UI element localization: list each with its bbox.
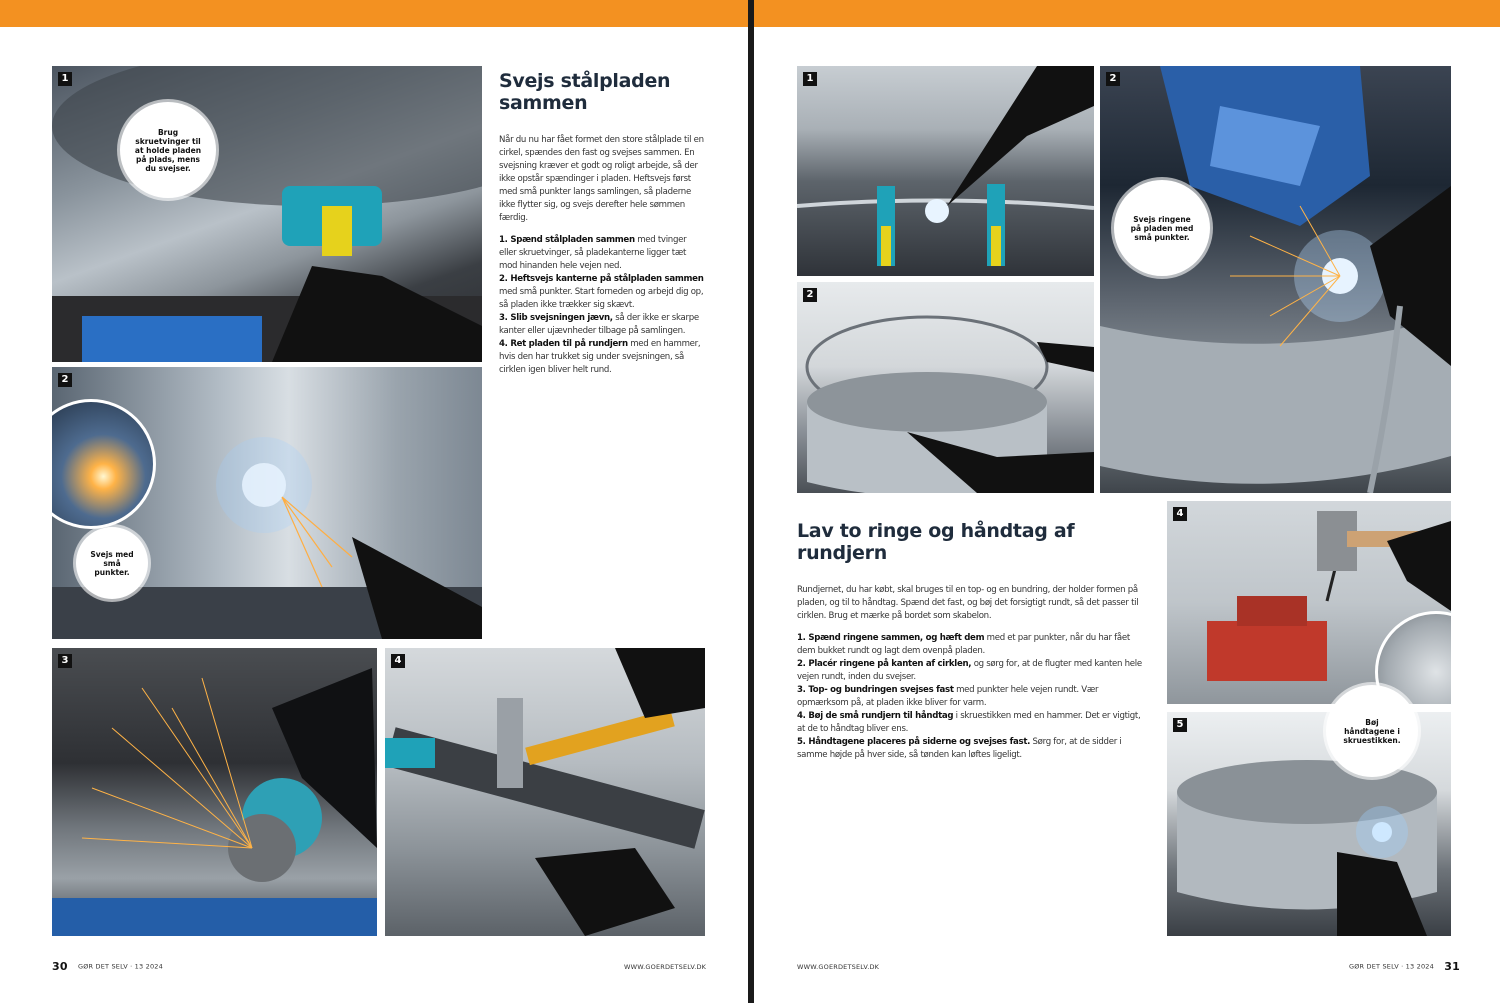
- step-item: 2. Heftsvejs kanterne på stålpladen sammen med små punkter. Start forneden og arbejd dig op, så pladen ikke trækker sig skævt.: [499, 274, 704, 310]
- section-heading: Svejs stålpladen sammen: [499, 70, 671, 114]
- photo-illustration: [1100, 66, 1451, 493]
- page-number: 30: [52, 960, 68, 973]
- step-item: 4. Ret pladen til på rundjern med en hammer, hvis den har trukket sig under svejsningen, så cirklen igen bliver helt rund.: [499, 339, 701, 375]
- photo-illustration: [797, 66, 1094, 276]
- photo-tack-ring: [797, 66, 1094, 276]
- photo-illustration: [385, 648, 705, 936]
- section-heading: Lav to ringe og håndtag af rundjern: [797, 520, 1075, 564]
- photo-number: 4: [1173, 507, 1187, 521]
- photo-tack-weld: [52, 367, 482, 639]
- step-item: 3. Slib svejsningen jævn, så der ikke er skarpe kanter eller ujævnheder tilbage på samlingen.: [499, 313, 699, 336]
- header-bar: [754, 0, 1500, 27]
- photo-welding-ring: [1100, 66, 1451, 493]
- website-link[interactable]: WWW.GOERDETSELV.DK: [624, 963, 707, 971]
- photo-number: 3: [58, 654, 72, 668]
- photo-number: 2: [1106, 72, 1120, 86]
- photo-vise-handle: [1167, 501, 1451, 704]
- page-footer-right: [624, 963, 706, 971]
- photo-ring-placement: [797, 282, 1094, 493]
- photo-illustration: [52, 648, 377, 936]
- page-footer-right: [1349, 960, 1460, 973]
- article-body: [797, 584, 1142, 762]
- photo-grinding: [52, 648, 377, 936]
- step-item: 3. Top- og bundringen svejses fast med punkter hele vejen rundt. Vær opmærksom på, at pladen ikke bliver for varm.: [797, 685, 1099, 708]
- right-page: [754, 0, 1500, 1003]
- photo-illustration: [797, 282, 1094, 493]
- step-item: 1. Spænd ringene sammen, og hæft dem med et par punkter, når du har fået dem bukket rundt og lagt dem ovenpå pladen.: [797, 633, 1130, 656]
- article-body: [499, 134, 705, 377]
- page-number: 31: [1444, 960, 1460, 973]
- intro-paragraph: Når du nu har fået formet den store stålplade til en cirkel, spændes den fast og svejses sammen. En svejsning kræver et godt og roligt arbejde, så der ikke opstår spændinger i pladen. Heftsvejs først med små punkter langs samlingen, så pladerne ikke flytter sig, og svejs derefter hele sømmen færdig.: [499, 135, 704, 223]
- photo-number: 4: [391, 654, 405, 668]
- step-item: 5. Håndtagene placeres på siderne og svejses fast. Sørg for, at de sidder i samme højde på hver side, så tønden kan løftes ligeligt.: [797, 737, 1122, 760]
- intro-paragraph: Rundjernet, du har købt, skal bruges til en top- og en bundring, der holder formen på pladen, og til to håndtag. Spænd det fast, og bøj det forsigtigt rundt, så det passer til cirklen. Brug et mærke på bordet som skabelon.: [797, 585, 1139, 621]
- magazine-issue: GØR DET SELV · 13 2024: [1349, 962, 1434, 971]
- tip-bubble: Brug skruetvinger til at holde pladen på plads, mens du svejser.: [120, 102, 216, 198]
- photo-number: 5: [1173, 718, 1187, 732]
- photo-clamp-plate: [52, 66, 482, 362]
- tip-bubble: Bøj håndtagene i skruestikken.: [1326, 685, 1418, 777]
- header-bar: [0, 0, 748, 27]
- photo-number: 2: [58, 373, 72, 387]
- page-footer-left: [52, 960, 163, 973]
- photo-number: 1: [803, 72, 817, 86]
- tip-bubble: Svejs ringene på pladen med små punkter.: [1114, 180, 1210, 276]
- left-page: [0, 0, 748, 1003]
- photo-number: 2: [803, 288, 817, 302]
- magazine-issue: GØR DET SELV · 13 2024: [78, 962, 163, 971]
- step-item: 1. Spænd stålpladen sammen med tvinger eller skruetvinger, så pladekanterne ligger tæt mod hinanden hele vejen ned.: [499, 235, 687, 271]
- step-item: 4. Bøj de små rundjern til håndtag i skruestikken med en hammer. Det er vigtigt, at de to håndtag bliver ens.: [797, 711, 1141, 734]
- photo-illustration: [52, 66, 482, 362]
- tip-bubble: Svejs med små punkter.: [76, 527, 148, 599]
- page-footer-left: [797, 963, 879, 971]
- website-link[interactable]: WWW.GOERDETSELV.DK: [797, 963, 880, 971]
- photo-hammering: [385, 648, 705, 936]
- photo-number: 1: [58, 72, 72, 86]
- step-item: 2. Placér ringene på kanten af cirklen, og sørg for, at de flugter med kanten hele vejen rundt, inden du svejser.: [797, 659, 1142, 682]
